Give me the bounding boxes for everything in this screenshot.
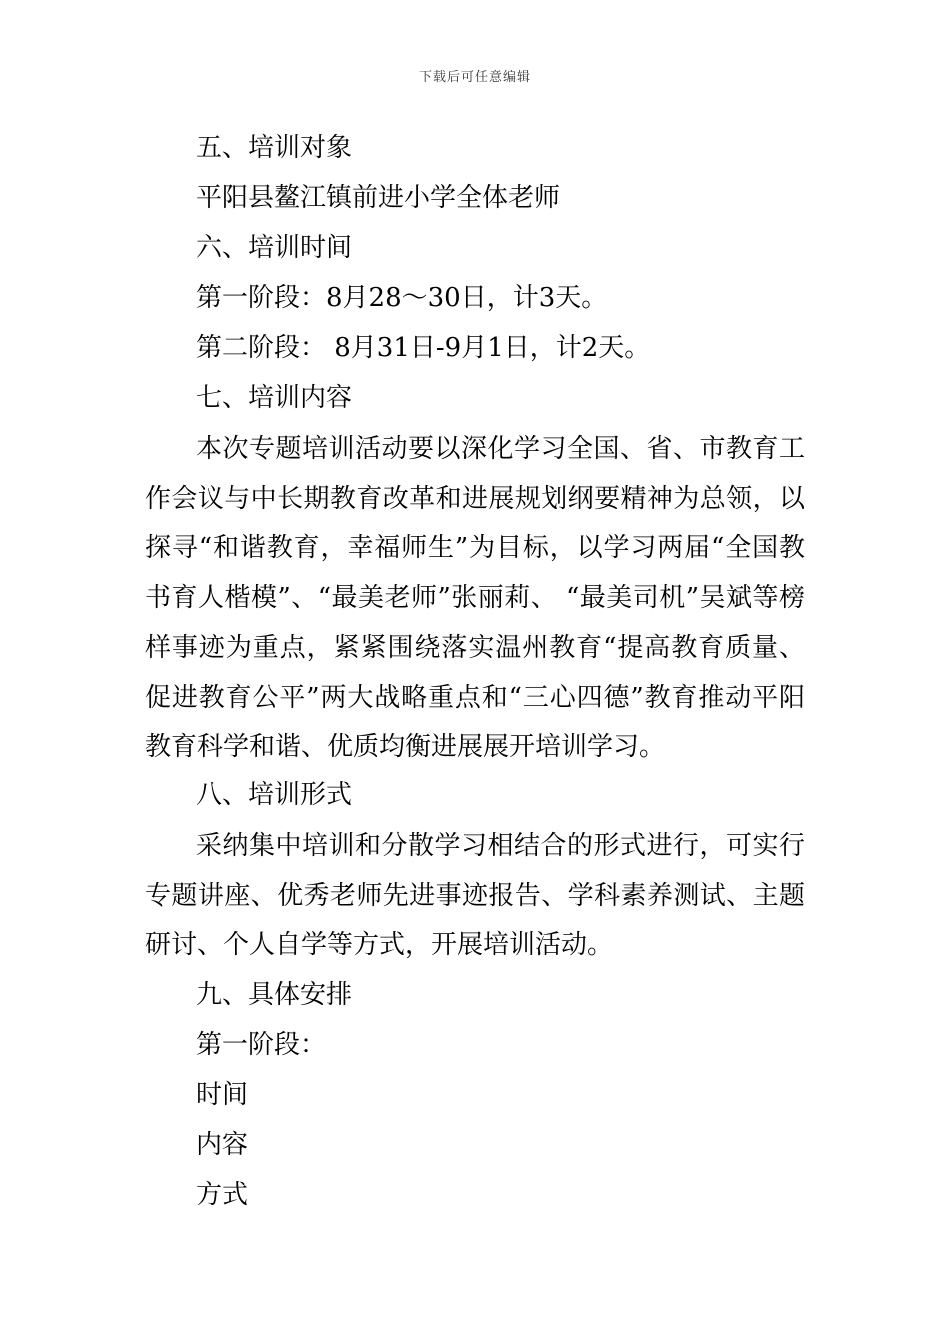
section-8-heading: 八、培训形式 bbox=[196, 780, 353, 810]
section-9-time-label: 时间 bbox=[196, 1080, 249, 1110]
section-7-paragraph: 本次专题培训活动要以深化学习全国、省、市教育工作会议与中长期教育改革和进展规划纲要精神为总领，以探寻“和谐教育，幸福师生”为目标，以学习两届“全国教书育人楷模”、“最美老师”张丽莉、 “最美司机”吴斌等榜样事迹为重点，紧紧围绕落实温州教育“提高教育质量、促进教育公平”两大战略重点和“三心四德”教育推动平阳教育科学和谐、优质均衡进展展开培训学习。 bbox=[145, 434, 805, 763]
section-6-phase-1: 第一阶段：8月28～30日，计3天。 bbox=[196, 283, 608, 313]
section-7-heading: 七、培训内容 bbox=[196, 383, 353, 413]
section-9-phase-1: 第一阶段： bbox=[196, 1030, 327, 1060]
section-9-content-label: 内容 bbox=[196, 1130, 249, 1160]
section-5-heading: 五、培训对象 bbox=[196, 133, 353, 163]
section-9-method-label: 方式 bbox=[196, 1180, 249, 1210]
page-header-note: 下载后可任意编辑 bbox=[418, 70, 531, 85]
section-5-body: 平阳县鳌江镇前进小学全体老师 bbox=[196, 183, 561, 213]
section-6-phase-2: 第二阶段： 8月31日-9月1日，计2天。 bbox=[196, 333, 651, 363]
section-8-paragraph: 采纳集中培训和分散学习相结合的形式进行，可实行专题讲座、优秀老师先进事迹报告、学科素养测试、主题研讨、个人自学等方式，开展培训活动。 bbox=[145, 831, 805, 961]
section-9-heading: 九、具体安排 bbox=[196, 980, 353, 1010]
section-6-heading: 六、培训时间 bbox=[196, 233, 353, 263]
